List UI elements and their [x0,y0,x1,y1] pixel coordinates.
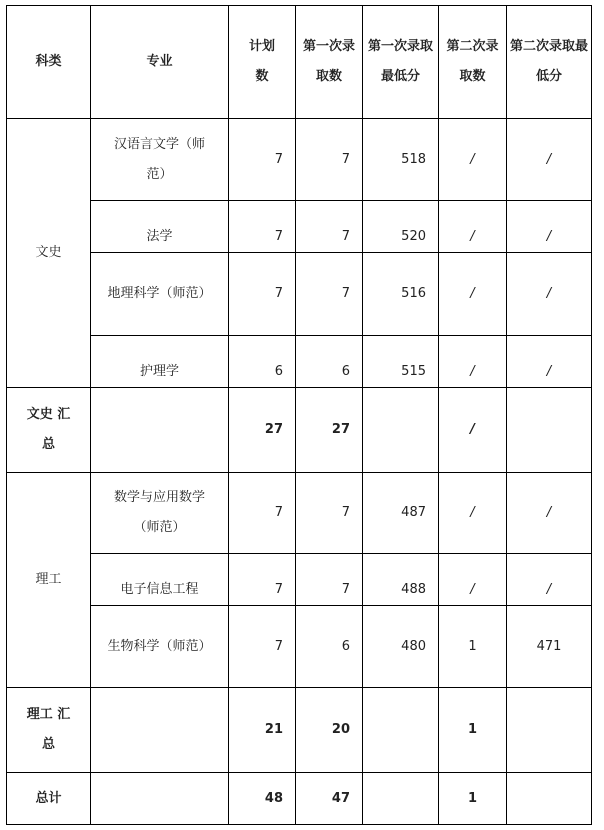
first-min-cell: 518 [363,119,439,201]
subtotal-first-admitted: 20 [296,688,363,773]
major-cell: 电子信息工程 [91,554,229,606]
second-min-cell: / [507,336,592,388]
table-row [7,201,592,253]
subtotal-second-admitted: / [439,388,507,473]
plan-cell: 7 [229,473,296,554]
plan-cell: 6 [229,336,296,388]
first-admitted-cell: 6 [296,336,363,388]
total-plan: 48 [229,773,296,825]
total-row [7,773,592,825]
first-min-cell: 487 [363,473,439,554]
table-row [7,606,592,688]
subtotal-label: 文史 汇总 [7,388,91,473]
second-admitted-cell: / [439,473,507,554]
major-cell: 地理科学（师范） [91,253,229,336]
admission-table [6,5,592,825]
second-min-cell: / [507,201,592,253]
first-admitted-cell: 7 [296,201,363,253]
subtotal-second-min-empty [507,688,592,773]
subtotal-label: 理工 汇总 [7,688,91,773]
table-row [7,473,592,554]
major-cell: 法学 [91,201,229,253]
major-cell: 数学与应用数学（师范） [91,473,229,554]
subtotal-row [7,688,592,773]
table-row [7,554,592,606]
first-min-cell: 516 [363,253,439,336]
subtotal-major-empty [91,688,229,773]
second-min-cell: / [507,554,592,606]
plan-cell: 7 [229,119,296,201]
header-category: 科类 [7,6,91,119]
header-second-min: 第二次录取最低分 [507,6,592,119]
second-min-cell: 471 [507,606,592,688]
second-admitted-cell: / [439,554,507,606]
first-admitted-cell: 7 [296,253,363,336]
table-row [7,336,592,388]
second-admitted-cell: / [439,253,507,336]
subtotal-second-admitted: 1 [439,688,507,773]
subtotal-second-min-empty [507,388,592,473]
first-admitted-cell: 7 [296,473,363,554]
first-min-cell: 520 [363,201,439,253]
category-wenshi: 文史 [7,119,91,388]
plan-cell: 7 [229,554,296,606]
subtotal-plan: 27 [229,388,296,473]
first-min-cell: 515 [363,336,439,388]
major-cell: 护理学 [91,336,229,388]
total-first-admitted: 47 [296,773,363,825]
subtotal-major-empty [91,388,229,473]
header-second-admitted: 第二次录取数 [439,6,507,119]
plan-cell: 7 [229,253,296,336]
major-cell: 汉语言文学（师范） [91,119,229,201]
header-first-admitted: 第一次录取数 [296,6,363,119]
second-min-cell: / [507,119,592,201]
second-admitted-cell: 1 [439,606,507,688]
first-admitted-cell: 6 [296,606,363,688]
total-second-admitted: 1 [439,773,507,825]
subtotal-row [7,388,592,473]
total-major-empty [91,773,229,825]
total-label: 总计 [7,773,91,825]
second-min-cell: / [507,473,592,554]
subtotal-plan: 21 [229,688,296,773]
header-row [7,6,592,119]
plan-cell: 7 [229,606,296,688]
subtotal-first-admitted: 27 [296,388,363,473]
total-second-min-empty [507,773,592,825]
subtotal-first-min-empty [363,388,439,473]
major-cell: 生物科学（师范） [91,606,229,688]
header-major: 专业 [91,6,229,119]
first-admitted-cell: 7 [296,554,363,606]
category-ligong: 理工 [7,473,91,688]
second-admitted-cell: / [439,201,507,253]
first-admitted-cell: 7 [296,119,363,201]
plan-cell: 7 [229,201,296,253]
table-row [7,253,592,336]
total-first-min-empty [363,773,439,825]
first-min-cell: 480 [363,606,439,688]
table-row [7,119,592,201]
second-admitted-cell: / [439,119,507,201]
second-min-cell: / [507,253,592,336]
header-plan: 计划数 [229,6,296,119]
header-first-min: 第一次录取最低分 [363,6,439,119]
second-admitted-cell: / [439,336,507,388]
first-min-cell: 488 [363,554,439,606]
subtotal-first-min-empty [363,688,439,773]
